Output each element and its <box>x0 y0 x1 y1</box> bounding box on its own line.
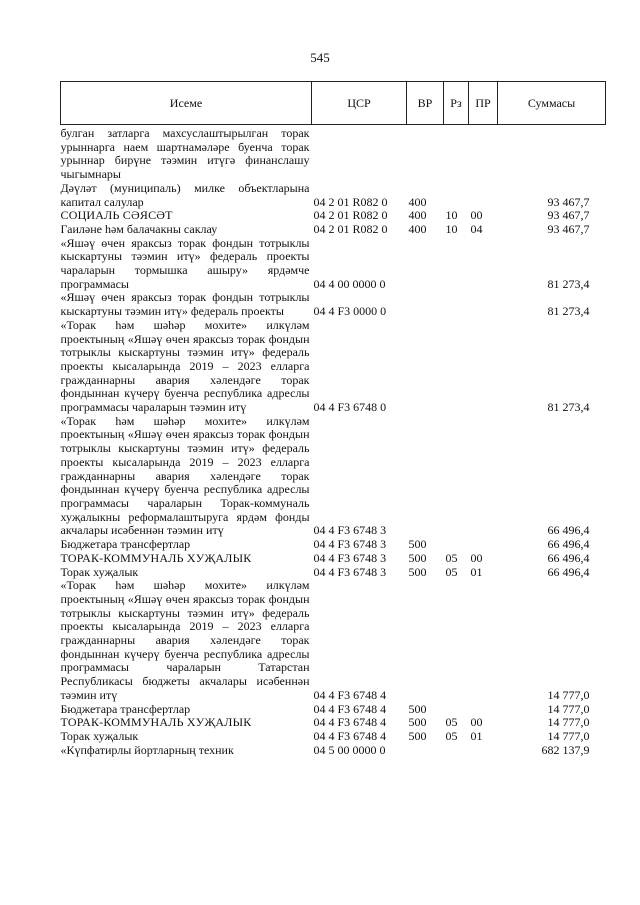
row-pr <box>469 291 498 318</box>
row-pr <box>469 538 498 552</box>
table-row <box>61 703 606 717</box>
row-name: «Торак һәм шәһәр мохите» илкүләм проектының «Яшәү өчен яраксыз торак фондын тотрыклы кыскартуны тәэмин итү» федераль проекты кысаларында 2019 – 2023 елларга гражданнарны авария хәлендәге торак фондыннан күчерү буенча республика адреслы программасы чараларын Торак-коммуналь хуҗалыкны реформалаштыруга ярдәм фонды акчалары исәбеннән тәэмин итү <box>60 413 310 538</box>
table-row <box>61 730 606 744</box>
row-sum: 14 777,0 <box>547 701 590 716</box>
row-rz: 05 <box>445 550 458 565</box>
table-row <box>61 538 606 552</box>
row-pr <box>469 319 498 415</box>
row-name: Торак хуҗалык <box>60 728 139 743</box>
row-sum: 14 777,0 <box>547 715 590 730</box>
row-vr: 500 <box>408 728 427 743</box>
row-vr <box>407 579 444 702</box>
table-row <box>61 716 606 730</box>
row-rz <box>444 237 469 292</box>
row-csr: 04 4 00 0000 0 <box>313 276 386 291</box>
table-row <box>61 223 606 237</box>
row-pr: 01 <box>470 564 483 579</box>
row-csr: 04 4 F3 6748 3 <box>313 537 387 552</box>
row-pr <box>469 182 498 209</box>
row-sum: 66 496,4 <box>547 564 590 579</box>
header-csr: ЦСР <box>312 82 407 125</box>
row-csr: 04 4 F3 6748 3 <box>313 564 387 579</box>
row-rz: 05 <box>445 715 458 730</box>
row-vr: 500 <box>408 715 427 730</box>
header-sum: Суммасы <box>498 82 606 125</box>
row-name: «Яшәү өчен яраксыз торак фондын тотрыклы кыскартуны тәэмин итү» федераль проекты <box>60 290 310 319</box>
table-row <box>61 237 606 292</box>
row-name: Гаиләне һәм балачакны саклау <box>60 221 218 236</box>
row-csr: 04 2 01 R082 0 <box>313 208 388 223</box>
row-name: «Торак һәм шәһәр мохите» илкүләм проектының «Яшәү өчен яраксыз торак фондын тотрыклы кыскартуны тәэмин итү» федераль проекты кысаларында 2019 – 2023 елларга гражданнарны авария хәлендәге торак фондыннан күчерү буенча республика адреслы программасы чараларын тәэмин итү <box>60 317 310 415</box>
row-vr: 400 <box>408 194 427 209</box>
row-csr: 04 4 F3 0000 0 <box>313 304 387 319</box>
header-name: Исеме <box>61 82 312 125</box>
row-pr <box>469 415 498 538</box>
row-rz <box>444 538 469 552</box>
table-row <box>61 566 606 580</box>
row-rz <box>444 415 469 538</box>
row-vr: 500 <box>408 701 427 716</box>
row-pr <box>469 703 498 717</box>
header-pr: ПР <box>469 82 498 125</box>
row-csr: 04 4 F3 6748 4 <box>313 715 387 730</box>
row-csr: 04 2 01 R082 0 <box>313 194 388 209</box>
row-name: Дәүләт (муниципаль) милке объектларына капитал салулар <box>60 180 310 209</box>
row-name: Бюджетара трансфертлар <box>60 701 191 716</box>
row-name: «Күпфатирлы йортларның техник <box>60 742 234 757</box>
row-sum: 66 496,4 <box>547 537 590 552</box>
row-rz: 05 <box>445 728 458 743</box>
row-sum: 81 273,4 <box>547 276 590 291</box>
row-pr: 04 <box>470 221 483 236</box>
row-rz <box>444 125 469 182</box>
row-name: «Яшәү өчен яраксыз торак фондын тотрыклы кыскартуны тәэмин итү» федераль проекты чараларын тормышка ашыру» ярдәмче программасы <box>60 235 310 291</box>
budget-table <box>60 81 606 757</box>
table-row <box>61 744 606 758</box>
row-csr: 04 4 F3 6748 4 <box>313 701 387 716</box>
row-pr: 01 <box>470 728 483 743</box>
row-csr: 04 4 F3 6748 3 <box>313 523 387 538</box>
row-rz <box>444 579 469 702</box>
row-sum: 14 777,0 <box>547 728 590 743</box>
row-rz <box>444 703 469 717</box>
header-vr: ВР <box>407 82 444 125</box>
row-rz: 05 <box>445 564 458 579</box>
row-csr: 04 4 F3 6748 0 <box>313 400 387 415</box>
row-csr: 04 2 01 R082 0 <box>313 221 388 236</box>
row-sum: 66 496,4 <box>547 523 590 538</box>
row-name: СОЦИАЛЬ СӘЯСӘТ <box>60 208 173 223</box>
row-sum: 682 137,9 <box>541 742 590 757</box>
row-sum: 93 467,7 <box>547 208 590 223</box>
table-header-row <box>61 82 606 125</box>
row-pr: 00 <box>470 715 483 730</box>
row-vr <box>407 291 444 318</box>
row-rz <box>444 744 469 758</box>
row-pr <box>469 237 498 292</box>
row-rz <box>444 291 469 318</box>
row-vr: 500 <box>408 537 427 552</box>
row-rz: 10 <box>445 208 458 223</box>
table-row <box>61 319 606 415</box>
row-name: булган затларга махсуслаштырылган торак урыннарга наем шартнамәләре буенча торак урыннар бирүне тәэмин итүгә финанслашу чыгымнары <box>60 126 310 182</box>
row-pr <box>469 579 498 702</box>
row-vr: 400 <box>408 221 427 236</box>
row-name: Торак хуҗалык <box>60 564 139 579</box>
row-vr: 500 <box>408 564 427 579</box>
row-name: Бюджетара трансфертлар <box>60 537 191 552</box>
row-vr: 400 <box>408 208 427 223</box>
table-row <box>61 415 606 538</box>
row-vr <box>407 125 444 182</box>
row-rz: 10 <box>445 221 458 236</box>
row-csr <box>312 125 407 182</box>
row-sum: 14 777,0 <box>547 687 590 702</box>
row-vr <box>407 744 444 758</box>
table-row <box>61 579 606 702</box>
row-sum: 93 467,7 <box>547 194 590 209</box>
row-sum: 81 273,4 <box>547 304 590 319</box>
row-pr: 00 <box>470 550 483 565</box>
table-body <box>61 125 606 758</box>
row-vr: 500 <box>408 550 427 565</box>
row-pr: 00 <box>470 208 483 223</box>
row-csr: 04 4 F3 6748 4 <box>313 687 387 702</box>
row-name: ТОРАК-КОММУНАЛЬ ХУҖАЛЫК <box>60 715 252 730</box>
page-number: 545 <box>310 50 330 65</box>
table-row <box>61 182 606 209</box>
row-vr <box>407 319 444 415</box>
table-row <box>61 209 606 223</box>
table-row <box>61 125 606 182</box>
row-pr <box>469 744 498 758</box>
row-rz <box>444 319 469 415</box>
row-vr <box>407 237 444 292</box>
row-rz <box>444 182 469 209</box>
row-sum: 81 273,4 <box>547 400 590 415</box>
row-csr: 04 5 00 0000 0 <box>313 742 386 757</box>
row-csr: 04 4 F3 6748 3 <box>313 550 387 565</box>
table-row <box>61 291 606 318</box>
header-rz: Рз <box>444 82 469 125</box>
row-sum: 93 467,7 <box>547 221 590 236</box>
row-pr <box>469 125 498 182</box>
row-vr <box>407 415 444 538</box>
table-row <box>61 552 606 566</box>
row-name: «Торак һәм шәһәр мохите» илкүләм проектының «Яшәү өчен яраксыз торак фондын тотрыклы кыскартуны тәэмин итү» федераль проекты кысаларында 2019 – 2023 елларга гражданнарны авария хәлендәге торак фондыннан күчерү буенча республика адреслы программасы чараларын Татарстан Республикасы бюджеты акчалары исәбеннән тәэмин итү <box>60 578 310 702</box>
row-csr: 04 4 F3 6748 4 <box>313 728 387 743</box>
row-sum: 66 496,4 <box>547 550 590 565</box>
row-name: ТОРАК-КОММУНАЛЬ ХУҖАЛЫК <box>60 550 252 565</box>
row-sum <box>498 125 606 182</box>
